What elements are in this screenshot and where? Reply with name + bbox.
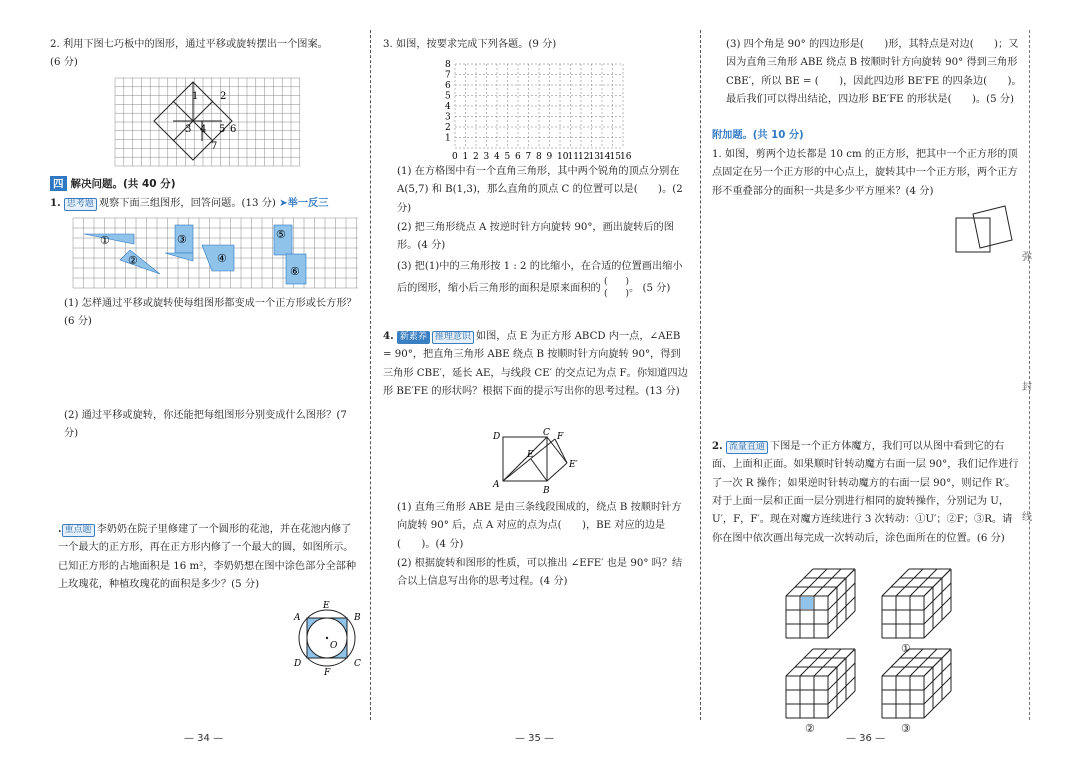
shapes-grid-figure: [72, 217, 360, 289]
question-1-2: (2) 通过平移或旋转，你还能把每组图形分别变成什么图形？(7 分): [64, 410, 347, 440]
fig-label-E-prime: E′: [569, 460, 578, 470]
fraction-blank[interactable]: ( ) ( ): [604, 277, 630, 300]
cube-label: ③: [901, 722, 911, 735]
question-4-3: (3) 四个角是 90° 的四边形是( )形，其特点是对边( )；又因为直角三角形 ABE 绕点 B 按顺时针方向旋转 90° 得到三角形 CBE′，所以 BE = ( )，因此四边形 BE′FE 的四条边( )。最后我们可以得出结论，四边形 BE′FE 的形状是( )。(5 分): [726, 39, 1022, 106]
question-1: 1. 思考题 观察下面三组图形，回答问题。(13 分) ➤举一反三: [50, 197, 329, 209]
question-4: 4. 新素养 推理意识 如图，点 E 为正方形 ABCD 内一点，∠AEB = 90°，把直角三角形 ABE 绕点 B 按顺时针方向旋转 90°，得到三角形 CBE′，延长 AE，与线段 CE′ 的交点记为点 F。你知道四边形 BE′FE 的形状吗？根据下面的提示写出你的思考过程。(13 分): [383, 330, 688, 398]
rubiks-cube-figures: [782, 566, 962, 735]
coordinate-grid: [443, 56, 643, 162]
question-3: . 重点题 李奶奶在院子里修建了一个圆形的花池，并在花池内修了一个最大的正方形，再在正方形内修了一个最大的圆，如图所示。已知正方形的占地面积是 16 m²，李奶奶想在图中涂色部分全部种上玫瑰花，种植玫瑰花的面积是多少？(5 分): [58, 523, 357, 591]
y-tick: 4: [445, 102, 451, 112]
question-1-1: (1) 怎样通过平移或旋转使每组图形都变成一个正方形或长方形？(6 分): [64, 298, 357, 328]
shape-label-2: ②: [128, 254, 138, 267]
page-34: [50, 0, 360, 764]
shape-label-6: ⑥: [290, 265, 300, 278]
shape-3b: [165, 253, 193, 261]
y-tick: 6: [445, 81, 451, 91]
shape-label-4: ④: [217, 252, 227, 265]
x-tick: 5: [504, 152, 511, 162]
shape-label-5: ⑤: [276, 228, 286, 241]
rubiks-cube: [786, 649, 855, 735]
y-tick: 1: [445, 133, 451, 144]
fig-label-F: F: [557, 432, 564, 442]
binding-char-1: 弥: [1022, 252, 1032, 263]
y-tick: 3: [445, 112, 451, 123]
fig-label-B: B: [543, 486, 550, 496]
bonus-question-1: 1. 如图，剪两个边长都是 10 cm 的正方形，把其中一个正方形的顶点固定在另一个正方形的中心点上，旋转其中一个正方形，两个正方形不重叠部分的面积一共是多少平方厘米？(4 分): [712, 149, 1018, 197]
rubiks-cube: [882, 649, 951, 735]
question-3-3: (3) 把(1)中的三角形按 1 : 2 的比缩小，在合适的位置画出缩小后的图形，缩小后三角形的面积是原来面积的 ( ) ( )。 (5 分): [397, 261, 683, 300]
shaded-cell: [801, 597, 813, 609]
y-tick: 2: [445, 123, 451, 133]
new-literacy-tag: 新素养: [397, 331, 430, 344]
fig-label-D: D: [493, 432, 501, 442]
tangram-label-1: 1: [192, 91, 199, 102]
question-4-1: (1) 直角三角形 ABE 是由三条线段围成的，绕点 B 按顺时针方向旋转 90° 后，点 A 对应的点为点( )，BE 对应的边是( )。(4 分): [397, 502, 682, 550]
x-tick: 4: [494, 152, 500, 162]
x-tick: 0: [452, 152, 458, 162]
key-tag: 重点题: [62, 524, 95, 537]
question-3-2: (2) 把三角形绕点 A 按逆时针方向旋转 90°，画出旋转后的图形。(4 分): [397, 222, 674, 252]
x-tick: 8: [536, 152, 542, 162]
page-35: [383, 0, 689, 764]
point-label-E: E: [323, 601, 330, 611]
y-tick: 7: [445, 70, 451, 81]
point-label-D: D: [294, 659, 302, 669]
tangram-grid-figure: [114, 77, 300, 169]
tangram-label-7: 7: [211, 141, 218, 152]
question-3-1: (1) 在方格图中有一个直角三角形，其中两个锐角的顶点分别在 A(5,7) 和 B(1,3)，那么直角的顶点 C 的位置可以是( )。(2 分): [397, 166, 683, 214]
page-number: — 35 —: [515, 733, 555, 744]
point-label-C: C: [354, 659, 361, 669]
question-2: 2. 利用下图七巧板中的图形，通过平移或旋转摆出一个图案。 (6 分): [50, 39, 328, 69]
page-36: [712, 0, 1022, 764]
section-heading: 四 解决问题。(共 40 分): [50, 176, 176, 191]
shape-label-1: ①: [100, 234, 110, 247]
question-3: 3. 如图，按要求完成下列各题。(9 分): [383, 39, 557, 50]
x-tick: 13: [588, 152, 600, 162]
rubiks-cube: [882, 569, 951, 655]
traffic-tag: 流量直通: [726, 441, 768, 454]
x-tick: 12: [578, 152, 590, 162]
rubiks-cube: [786, 569, 855, 638]
point-label-B: B: [354, 613, 361, 623]
bonus-question-2: 2. 流量直通 下图是一个正方体魔方，我们可以从图中看到它的右面、上面和正面。如果顺时针转动魔方右面一层 90°，我们记作进行了一次 R 操作；如果逆时针转动魔方的右面一层 90°，则记作 R′。对于上面一层和正面一层分别进行相同的旋转操作，分别记为 U，U′，F，F′。现在对魔方连续进行 3 次转动：①U′；②F；③R。请你在图中依次画出每完成一次转动后，涂色面所在的位置。(6 分): [712, 440, 1019, 544]
x-tick: 10: [557, 152, 569, 162]
x-tick: 2: [473, 152, 479, 162]
y-tick: 8: [445, 60, 451, 70]
cube-label: ①: [901, 642, 911, 655]
reasoning-tag: 推理意识: [432, 331, 474, 344]
x-tick: 11: [567, 152, 579, 162]
y-tick: 5: [445, 91, 451, 102]
fig-label-E: E: [527, 450, 534, 460]
page-number: — 34 —: [184, 733, 224, 744]
tangram-label-5: 5: [219, 124, 226, 135]
tangram-label-4: 4: [200, 124, 207, 135]
shape-2: [120, 250, 160, 274]
x-tick: 16: [620, 152, 632, 162]
x-tick: 15: [609, 152, 621, 162]
binding-line: [1029, 30, 1030, 720]
question-4-2: (2) 根据旋转和图形的性质，可以推出 ∠EFE′ 也是 90° 吗？结合以上信息写出你的思考过程。(4 分): [397, 558, 683, 588]
tangram-label-6: 6: [230, 124, 237, 135]
x-tick: 6: [515, 152, 521, 162]
page-number: — 36 —: [846, 733, 886, 744]
tangram-grid-lines: [115, 78, 300, 166]
x-tick: 3: [483, 152, 490, 162]
overlapping-squares-figure: [952, 204, 1022, 260]
x-tick: 7: [525, 152, 532, 162]
fig-label-C: C: [543, 428, 550, 438]
binding-char-2: 封: [1022, 382, 1032, 393]
x-tick: 9: [546, 152, 553, 162]
binding-char-3: 线: [1022, 512, 1032, 523]
square-rotation-figure: [491, 427, 583, 497]
think-tag: 思考题: [64, 198, 97, 211]
x-tick: 14: [599, 152, 611, 162]
circle-square-figure: [290, 598, 364, 678]
tangram-label-2: 2: [220, 91, 227, 102]
divider: [700, 30, 701, 720]
tangram-label-3: 3: [185, 124, 192, 135]
divider: [370, 30, 371, 720]
shape-label-3: ③: [177, 233, 187, 246]
point-label-A: A: [294, 613, 301, 623]
point-label-F: F: [324, 668, 331, 678]
extend-link[interactable]: ➤举一反三: [279, 198, 329, 209]
fig-label-A: A: [493, 480, 500, 490]
point-label-O: O: [330, 641, 338, 651]
x-tick: 1: [462, 152, 469, 162]
cube-label: ②: [805, 722, 815, 735]
bonus-heading: 附加题。(共 10 分): [712, 130, 804, 141]
